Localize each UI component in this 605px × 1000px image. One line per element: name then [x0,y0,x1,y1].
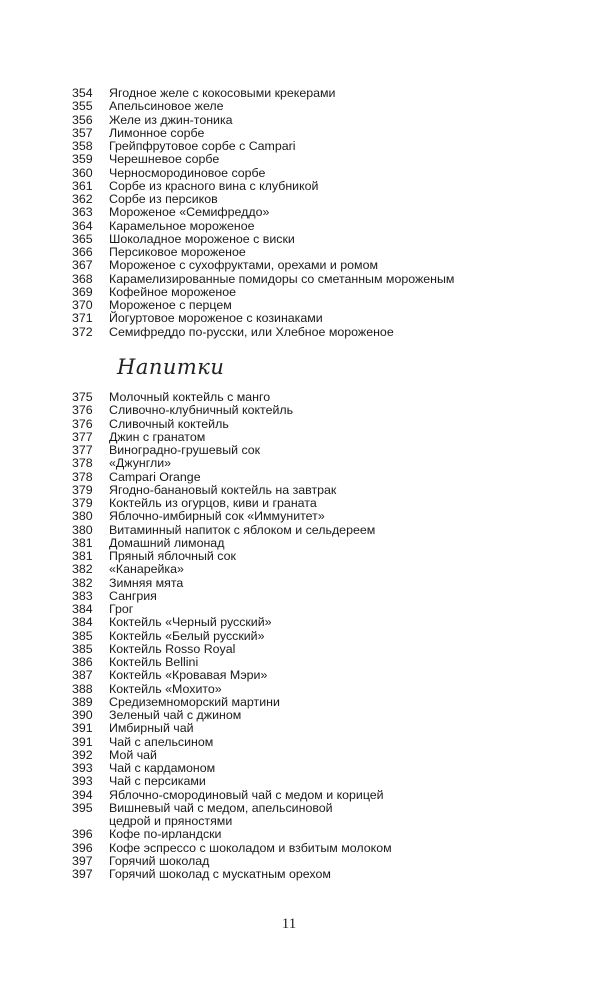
entry-title: Йогуртовое мороженое с козинаками [109,311,323,326]
toc-entry [72,193,454,206]
toc-entry [72,762,392,775]
entry-title: Желе из джин-тоника [109,112,233,127]
entry-title: Коктейль Bellini [109,655,199,669]
entry-page-number: 387 [72,668,93,683]
drinks-recipe-list [72,391,392,881]
entry-title: Зеленый чай с джином [109,708,242,722]
toc-entry [72,616,392,629]
entry-page-number: 376 [72,403,93,418]
entry-title: Джин с гранатом [109,429,206,444]
entry-page-number: 369 [72,284,93,299]
toc-entry [72,563,392,576]
toc-entry [72,775,392,788]
entry-title: Витаминный напиток с яблоком и сельдереем [109,522,376,537]
entry-page-number [72,815,109,828]
entry-page-number: 397 [72,867,93,881]
entry-page-number: 390 [72,708,93,722]
entry-page-number: 391 [72,734,93,749]
entry-page-number: 384 [72,615,93,630]
entry-page-number: 383 [72,588,93,603]
entry-page-number: 361 [72,178,93,193]
entry-title: Кофе по-ирландски [109,827,222,842]
entry-title: цедрой и пряностями [109,814,233,828]
toc-entry [72,669,392,682]
entry-title: Campari Orange [109,469,201,484]
entry-title: Мой чай [109,747,157,762]
entry-title: Ягодное желе с кокосовыми крекерами [109,86,336,100]
toc-entry [72,326,454,339]
toc-entry [72,246,454,259]
dessert-recipe-list [72,87,454,339]
entry-title: Средиземноморский мартини [109,694,280,709]
entry-page-number: 377 [72,443,93,457]
toc-entry [72,868,392,881]
entry-page-number: 379 [72,482,93,497]
entry-page-number: 364 [72,218,93,233]
toc-entry [72,140,454,153]
toc-entry [72,206,454,219]
entry-title: Коктейль «Белый русский» [109,628,265,643]
toc-entry [72,114,454,127]
entry-page-number: 366 [72,245,93,259]
entry-page-number: 381 [72,535,93,550]
toc-entry [72,696,392,709]
toc-entry [72,259,454,272]
entry-title: Сорбе из персиков [109,192,218,206]
entry-title: Яблочно-имбирный сок «Иммунитет» [109,509,325,524]
entry-title: Кофейное мороженое [109,284,237,299]
toc-entry [72,391,392,404]
entry-title: Сорбе из красного вина с клубникой [109,178,319,193]
toc-entry [72,709,392,722]
toc-entry [72,444,392,457]
entry-page-number: 396 [72,827,93,842]
entry-page-number: 356 [72,112,93,127]
entry-title: Яблочно-смородиновый чай с медом и корицей [109,787,384,802]
entry-title: Сливочно-клубничный коктейль [109,403,294,418]
toc-entry [72,656,392,669]
entry-title: Ягодно-банановый коктейль на завтрак [109,482,337,497]
entry-title: Черешневое сорбе [109,152,220,167]
entry-title: «Канарейка» [109,562,184,577]
entry-page-number: 378 [72,469,93,484]
entry-title: Коктейль Rosso Royal [109,641,236,656]
entry-page-number: 388 [72,681,93,696]
entry-page-number: 385 [72,641,93,656]
toc-entry [72,273,454,286]
entry-title: Имбирный чай [109,721,194,736]
toc-entry [72,431,392,444]
entry-page-number: 394 [72,787,93,802]
entry-page-number: 379 [72,496,93,510]
entry-title: Грог [109,602,134,616]
entry-page-number: 389 [72,694,93,709]
entry-page-number: 385 [72,628,93,643]
toc-entry [72,457,392,470]
entry-page-number: 377 [72,429,93,444]
entry-page-number: 395 [72,800,93,815]
entry-page-number: 397 [72,853,93,868]
entry-title: Горячий шоколад с мускатным орехом [109,867,331,881]
entry-page-number: 396 [72,840,93,855]
toc-entry [72,722,392,735]
toc-entry [72,167,454,180]
entry-title: Карамельное мороженое [109,218,255,233]
toc-entry [72,153,454,166]
entry-page-number: 391 [72,721,93,736]
toc-entry [72,233,454,246]
entry-page-number: 380 [72,522,93,537]
toc-entry [72,550,392,563]
entry-page-number: 371 [72,311,93,326]
toc-entry [72,815,392,828]
entry-page-number: 393 [72,761,93,775]
entry-title: Чай с апельсином [109,734,214,749]
toc-entry [72,736,392,749]
toc-entry [72,497,392,510]
entry-page-number: 381 [72,549,93,563]
entry-page-number: 382 [72,562,93,577]
entry-page-number: 372 [72,324,93,339]
toc-entry [72,471,392,484]
toc-entry [72,312,454,325]
entry-title: Горячий шоколад [109,853,210,868]
entry-title: Пряный яблочный сок [109,549,236,563]
toc-entry [72,87,454,100]
entry-title: Коктейль «Кровавая Мэри» [109,668,268,683]
entry-page-number: 382 [72,575,93,590]
entry-title: «Джунгли» [109,456,172,471]
toc-entry [72,484,392,497]
entry-title: Шоколадное мороженое с виски [109,231,295,246]
entry-page-number: 368 [72,271,93,286]
entry-title: Коктейль «Черный русский» [109,615,272,630]
entry-page-number: 355 [72,99,93,114]
entry-title: Мороженое с перцем [109,298,232,312]
entry-page-number: 384 [72,602,93,616]
entry-title: Мороженое «Семифреддо» [109,205,270,220]
entry-title: Коктейль «Мохито» [109,681,222,696]
entry-page-number: 363 [72,205,93,220]
toc-entry [72,590,392,603]
drinks-section-heading: Напитки [117,355,225,379]
entry-title: Персиковое мороженое [109,245,246,259]
entry-page-number: 376 [72,416,93,431]
entry-page-number: 378 [72,456,93,471]
entry-title: Сливочный коктейль [109,416,229,431]
toc-entry [72,828,392,841]
entry-page-number: 386 [72,655,93,669]
entry-title: Коктейль из огурцов, киви и граната [109,496,317,510]
entry-page-number: 359 [72,152,93,167]
toc-entry [72,603,392,616]
toc-entry [72,418,392,431]
toc-entry [72,100,454,113]
entry-title: Чай с персиками [109,774,206,789]
entry-page-number: 392 [72,747,93,762]
entry-title: Зимняя мята [109,575,184,590]
toc-entry [72,524,392,537]
toc-entry [72,630,392,643]
page-number: 11 [281,916,297,932]
toc-entry [72,510,392,523]
entry-page-number: 367 [72,258,93,273]
entry-page-number: 362 [72,192,93,206]
entry-title: Чай с кардамоном [109,761,216,775]
entry-title: Вишневый чай с медом, апельсиновой [109,800,333,815]
toc-entry [72,789,392,802]
toc-entry [72,855,392,868]
entry-page-number: 375 [72,390,93,404]
toc-entry [72,643,392,656]
entry-page-number: 370 [72,298,93,312]
entry-title: Апельсиновое желе [109,99,224,114]
toc-entry [72,220,454,233]
entry-page-number: 354 [72,86,93,100]
toc-entry [72,802,392,815]
entry-title: Домашний лимонад [109,535,225,550]
entry-page-number: 380 [72,509,93,524]
toc-entry [72,127,454,140]
toc-entry [72,286,454,299]
toc-entry [72,404,392,417]
toc-entry [72,683,392,696]
entry-page-number: 360 [72,165,93,180]
entry-title: Грейпфрутовое сорбе с Campari [109,139,296,153]
toc-entry [72,180,454,193]
entry-title: Карамелизированные помидоры со сметанным мороженым [109,271,455,286]
toc-entry [72,749,392,762]
entry-title: Черносмородиновое сорбе [109,165,266,180]
entry-page-number: 357 [72,125,93,140]
entry-title: Семифреддо по-русски, или Хлебное мороженое [109,324,394,339]
entry-page-number: 393 [72,774,93,789]
entry-title: Виноградно-грушевый сок [109,443,261,457]
entry-title: Кофе эспрессо с шоколадом и взбитым молоком [109,840,392,855]
entry-title: Лимонное сорбе [109,125,205,140]
toc-entry [72,577,392,590]
entry-page-number: 365 [72,231,93,246]
entry-title: Молочный коктейль с манго [109,390,271,404]
toc-entry [72,537,392,550]
toc-entry [72,842,392,855]
entry-page-number: 358 [72,139,93,153]
entry-title: Сангрия [109,588,157,603]
entry-title: Мороженое с сухофруктами, орехами и ромом [109,258,378,273]
